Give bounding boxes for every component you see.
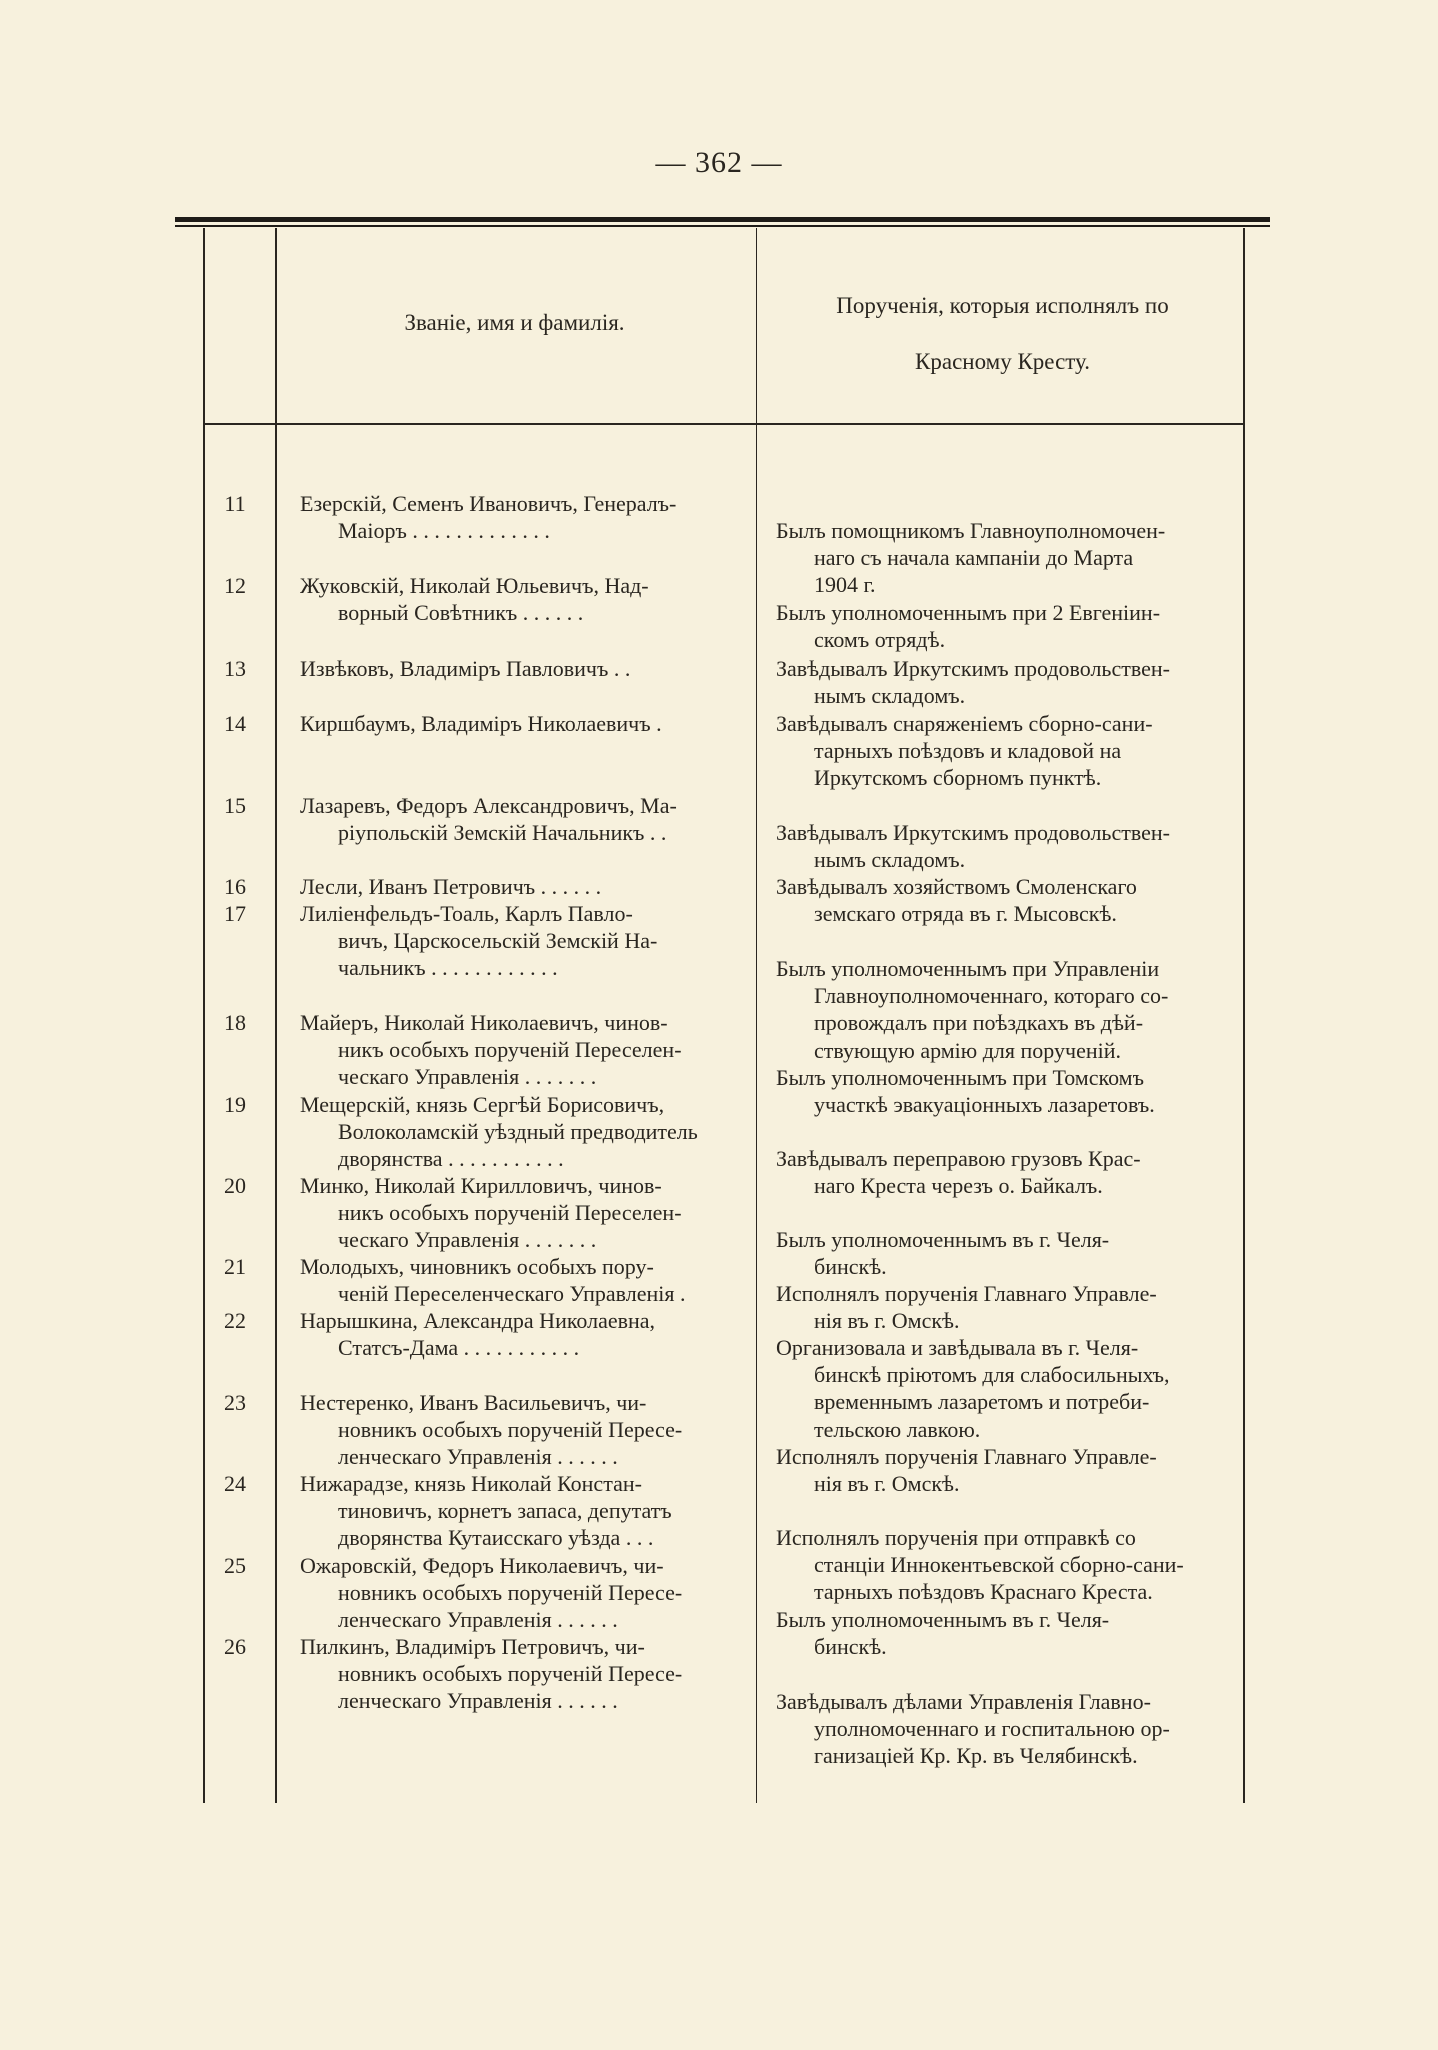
duty-line: Завѣдывалъ переправою грузовъ Крас-	[776, 1146, 1141, 1171]
entry-name	[300, 1389, 748, 1471]
entry-duty	[776, 1688, 1246, 1770]
duty-line: Исполнялъ порученія Главнаго Управле-	[776, 1444, 1157, 1469]
entry-number: 22	[224, 1308, 246, 1333]
entry-duty	[776, 1064, 1246, 1118]
entry-duty	[776, 1443, 1246, 1497]
duty-line: Организовала и завѣдывала въ г. Челя-	[776, 1335, 1139, 1360]
duty-line: наго съ начала кампаніи до Марта	[814, 545, 1134, 571]
entry-name	[300, 655, 748, 682]
duty-line: Главноуполномоченнаго, котораго со-	[814, 983, 1169, 1009]
duty-line: земскаго отряда въ г. Мысовскѣ.	[814, 901, 1117, 927]
name-line: Лесли, Иванъ Петровичъ . . . . . .	[300, 874, 602, 899]
duty-line: Завѣдывалъ Иркутскимъ продовольствен-	[776, 820, 1170, 845]
duty-line: Былъ уполномоченнымъ при Томскомъ	[776, 1065, 1144, 1090]
duty-line: Исполнялъ порученія Главнаго Управле-	[776, 1281, 1157, 1306]
entry-name	[300, 792, 748, 846]
name-line: вичъ, Царскосельскій Земскій На-	[338, 928, 658, 954]
name-line: ленческаго Управленія . . . . . .	[338, 1444, 618, 1470]
header-duty-line-2: Красному Кресту.	[915, 349, 1090, 374]
name-line: дворянства . . . . . . . . . . .	[338, 1146, 564, 1172]
duty-line: станціи Иннокентьевской сборно-сани-	[814, 1552, 1184, 1578]
entry-duty	[776, 599, 1246, 653]
name-line: Молодыхъ, чиновникъ особыхъ пору-	[300, 1254, 654, 1279]
name-line: чальникъ . . . . . . . . . . . .	[338, 955, 558, 981]
entry-number: 26	[224, 1634, 246, 1659]
name-line: Лиліенфельдъ-Тоаль, Карлъ Павло-	[300, 901, 633, 926]
name-line: дворянства Кутаисскаго уѣзда . . .	[338, 1525, 654, 1551]
duty-line: Былъ помощникомъ Главноуполномочен-	[776, 518, 1166, 543]
duty-line: нія въ г. Омскѣ.	[814, 1308, 960, 1334]
name-line: тиновичъ, корнетъ запаса, депутатъ	[338, 1498, 672, 1524]
name-line: Майеръ, Николай Николаевичъ, чинов-	[300, 1010, 668, 1035]
header-name-column: Званіе, имя и фамилія.	[404, 310, 625, 335]
page-number: — 362 —	[655, 146, 783, 179]
entry-duty	[776, 1606, 1246, 1660]
duty-line: Завѣдывалъ дѣлами Управленія Главно-	[776, 1689, 1151, 1714]
entry-number: 25	[224, 1553, 246, 1578]
entry-name	[300, 572, 748, 626]
name-line: Пилкинъ, Владиміръ Петровичъ, чи-	[300, 1634, 645, 1659]
duty-line: бинскѣ.	[814, 1634, 887, 1660]
entry-name	[300, 1470, 748, 1552]
entry-duty	[776, 1524, 1246, 1606]
column-divider-num	[275, 228, 277, 1803]
duty-line: ствующую армію для порученій.	[814, 1037, 1121, 1063]
entry-number: 11	[224, 491, 246, 516]
duty-line: бинскѣ.	[814, 1254, 887, 1280]
duty-line: тарныхъ поѣздовъ Краснаго Креста.	[814, 1579, 1153, 1605]
entry-duty	[776, 1226, 1246, 1280]
duty-line: провождалъ при поѣздкахъ въ дѣй-	[814, 1010, 1144, 1036]
duty-line: тарныхъ поѣздовъ и кладовой на	[814, 738, 1122, 764]
duty-line: нымъ складомъ.	[814, 847, 966, 873]
entry-number: 12	[224, 573, 246, 598]
entry-name	[300, 1091, 748, 1173]
name-line: новникъ особыхъ порученій Пересе-	[338, 1580, 683, 1606]
name-line: ворный Совѣтникъ . . . . . .	[338, 600, 584, 626]
entry-duty	[776, 655, 1246, 709]
entry-name	[300, 1172, 748, 1254]
entry-name	[300, 1552, 748, 1634]
duty-line: Былъ уполномоченнымъ въ г. Челя-	[776, 1227, 1110, 1252]
name-line: Лазаревъ, Федоръ Александровичъ, Ма-	[300, 793, 677, 818]
entry-duty	[776, 1334, 1246, 1443]
name-line: ленческаго Управленія . . . . . .	[338, 1607, 618, 1633]
name-line: ческаго Управленія . . . . . . .	[338, 1227, 597, 1253]
duty-line: Завѣдывалъ Иркутскимъ продовольствен-	[776, 656, 1170, 681]
duty-line: временнымъ лазаретомъ и потреби-	[814, 1389, 1150, 1415]
name-line: Волоколамскій уѣздный предводитель	[338, 1119, 698, 1145]
name-line: Минко, Николай Кирилловичъ, чинов-	[300, 1173, 662, 1198]
header-separator	[205, 423, 1245, 425]
entry-number: 16	[224, 874, 246, 899]
name-line: Нарышкина, Александра Николаевна,	[300, 1308, 656, 1333]
entry-name	[300, 1009, 748, 1091]
duty-line: Иркутскомъ сборномъ пунктѣ.	[814, 765, 1102, 791]
entry-number: 17	[224, 901, 246, 926]
name-line: Мещерскій, князь Сергѣй Борисовичъ,	[300, 1092, 665, 1117]
entry-name	[300, 900, 748, 982]
entry-number: 15	[224, 793, 246, 818]
entry-duty	[776, 710, 1246, 792]
entry-name	[300, 490, 748, 544]
entry-number: 21	[224, 1254, 246, 1279]
duty-line: нія въ г. Омскѣ.	[814, 1471, 960, 1497]
name-line: Нижарадзе, князь Николай Констан-	[300, 1471, 642, 1496]
name-line: Киршбаумъ, Владиміръ Николаевичъ .	[300, 711, 662, 736]
entry-number: 24	[224, 1471, 246, 1496]
name-line: Езерскій, Семенъ Ивановичъ, Генералъ-	[300, 491, 677, 516]
entry-number: 18	[224, 1010, 246, 1035]
entry-name	[300, 710, 748, 737]
entry-duty	[776, 1280, 1246, 1334]
entry-number: 23	[224, 1390, 246, 1415]
duty-line: Исполнялъ порученія при отправкѣ со	[776, 1525, 1136, 1550]
entry-duty	[776, 517, 1246, 599]
entry-number: 13	[224, 656, 246, 681]
name-line: ріупольскій Земскій Начальникъ . .	[338, 820, 667, 846]
duty-line: Былъ уполномоченнымъ въ г. Челя-	[776, 1607, 1110, 1632]
column-divider-name	[756, 228, 757, 1803]
entry-duty	[776, 819, 1246, 873]
entry-name	[300, 1633, 748, 1715]
name-line: Ожаровскій, Федоръ Николаевичъ, чи-	[300, 1553, 664, 1578]
entry-number: 19	[224, 1092, 246, 1117]
duty-line: Былъ уполномоченнымъ при 2 Евгеніин-	[776, 600, 1161, 625]
name-line: ческаго Управленія . . . . . . .	[338, 1064, 597, 1090]
name-line: никъ особыхъ порученій Переселен-	[338, 1037, 682, 1063]
name-line: ленческаго Управленія . . . . . .	[338, 1688, 618, 1714]
duty-line: участкѣ эвакуаціонныхъ лазаретовъ.	[814, 1092, 1155, 1118]
duty-line: Завѣдывалъ хозяйствомъ Смоленскаго	[776, 874, 1137, 899]
entry-number: 20	[224, 1173, 246, 1198]
name-line: Статсъ-Дама . . . . . . . . . . .	[338, 1335, 580, 1361]
duty-line: уполномоченнаго и госпитальною ор-	[814, 1716, 1170, 1742]
duty-line: нымъ складомъ.	[814, 683, 966, 709]
header-duty-column	[760, 278, 1245, 390]
top-rule	[175, 217, 1270, 222]
header-duty-line-1: Порученія, которыя исполнялъ по	[836, 293, 1169, 318]
duty-line: ганизаціей Кр. Кр. въ Челябинскѣ.	[814, 1743, 1138, 1769]
name-line: Нестеренко, Иванъ Васильевичъ, чи-	[300, 1390, 647, 1415]
name-line: новникъ особыхъ порученій Пересе-	[338, 1661, 683, 1687]
name-line: Маіоръ . . . . . . . . . . . . .	[338, 518, 550, 544]
name-line: Жуковскій, Николай Юльевичъ, Над-	[300, 573, 649, 598]
entry-duty	[776, 955, 1246, 1064]
duty-line: Былъ уполномоченнымъ при Управленіи	[776, 956, 1160, 981]
entry-name	[300, 873, 748, 900]
entry-number: 14	[224, 711, 246, 736]
duty-line: скомъ отрядѣ.	[814, 627, 946, 653]
entry-name	[300, 1307, 748, 1361]
duty-line: бинскѣ пріютомъ для слабосильныхъ,	[814, 1362, 1170, 1388]
duty-line: тельскою лавкою.	[814, 1416, 981, 1442]
duty-line: 1904 г.	[814, 572, 876, 598]
name-line: ченій Переселенческаго Управленія .	[338, 1281, 686, 1307]
name-line: новникъ особыхъ порученій Пересе-	[338, 1417, 683, 1443]
entry-name	[300, 1253, 748, 1307]
top-rule-thin	[175, 225, 1270, 227]
duty-line: Завѣдывалъ снаряженіемъ сборно-сани-	[776, 711, 1153, 736]
name-line: никъ особыхъ порученій Переселен-	[338, 1200, 682, 1226]
entry-duty	[776, 873, 1246, 927]
name-line: Извѣковъ, Владиміръ Павловичъ . .	[300, 656, 631, 681]
entry-duty	[776, 1145, 1246, 1199]
duty-line: наго Креста черезъ о. Байкалъ.	[814, 1173, 1103, 1199]
